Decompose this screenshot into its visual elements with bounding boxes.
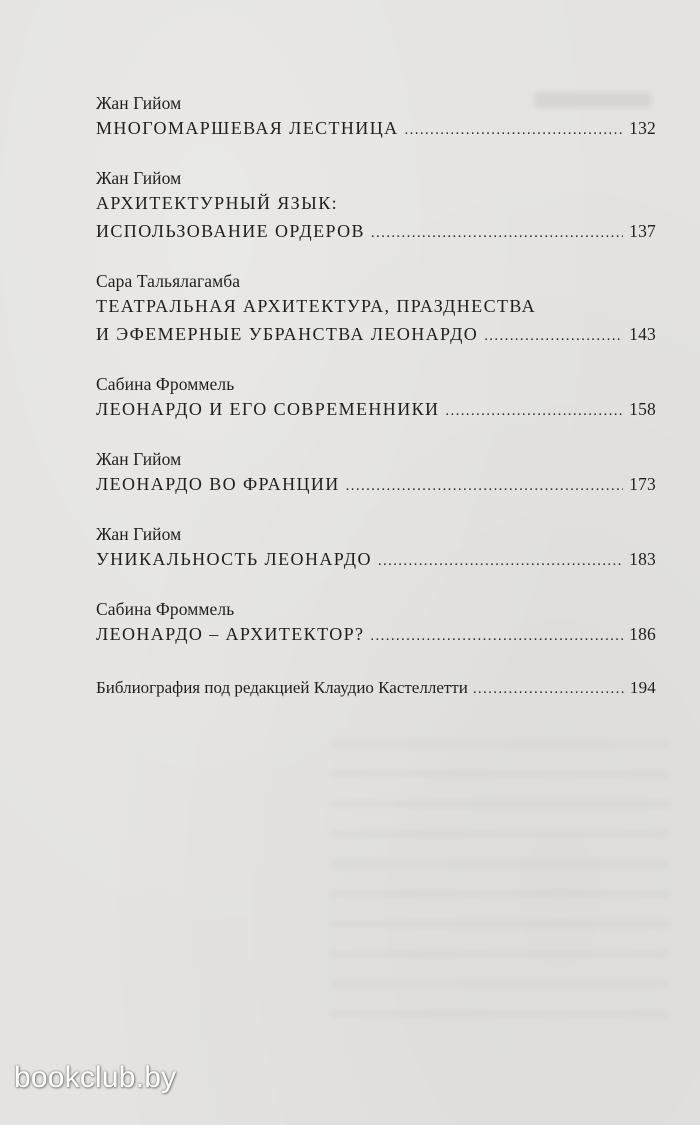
entry-title: ЛЕОНАРДО ВО ФРАНЦИИ bbox=[96, 474, 340, 494]
entry-page-number: 183 bbox=[629, 549, 656, 569]
entry-title: УНИКАЛЬНОСТЬ ЛЕОНАРДО bbox=[96, 549, 372, 569]
bibliography-title: Библиография под редакцией Клаудио Кастеллетти bbox=[96, 678, 468, 697]
dot-leader bbox=[378, 547, 623, 575]
entry-author: Жан Гийом bbox=[96, 168, 182, 188]
toc-entry bbox=[96, 448, 656, 500]
entry-page-number: 137 bbox=[629, 221, 656, 241]
site-watermark: bookclub.by bbox=[14, 1061, 177, 1094]
dot-leader bbox=[405, 116, 624, 144]
entry-author: Сабина Фроммель bbox=[96, 599, 235, 619]
entry-title-line bbox=[96, 217, 656, 247]
entry-title-line bbox=[96, 620, 656, 650]
dot-leader bbox=[370, 622, 623, 650]
entry-page-number: 132 bbox=[629, 118, 656, 138]
table-of-contents bbox=[96, 92, 656, 701]
toc-entry bbox=[96, 523, 656, 575]
dot-leader bbox=[346, 472, 623, 500]
entry-title: ИСПОЛЬЗОВАНИЕ ОРДЕРОВ bbox=[96, 221, 365, 241]
dot-leader bbox=[484, 322, 623, 350]
entry-page-number: 173 bbox=[629, 474, 656, 494]
entry-title-line bbox=[96, 395, 656, 425]
bleed-through-text bbox=[330, 740, 670, 1030]
bibliography-page-number: 194 bbox=[629, 678, 656, 697]
bibliography-entry bbox=[96, 676, 656, 701]
toc-entry bbox=[96, 167, 656, 247]
entry-title: ЛЕОНАРДО – АРХИТЕКТОР? bbox=[96, 624, 365, 644]
entry-author: Жан Гийом bbox=[96, 449, 182, 469]
entry-title: АРХИТЕКТУРНЫЙ ЯЗЫК: bbox=[96, 193, 339, 213]
entry-page-number: 158 bbox=[629, 399, 656, 419]
entry-title: МНОГОМАРШЕВАЯ ЛЕСТНИЦА bbox=[96, 118, 399, 138]
entry-author: Жан Гийом bbox=[96, 93, 182, 113]
entry-title-line bbox=[96, 114, 656, 144]
entry-title: ЛЕОНАРДО И ЕГО СОВРЕМЕННИКИ bbox=[96, 399, 440, 419]
entry-title-line bbox=[96, 545, 656, 575]
toc-entry bbox=[96, 598, 656, 650]
toc-entry bbox=[96, 373, 656, 425]
dot-leader bbox=[473, 677, 624, 701]
entry-title: ТЕАТРАЛЬНАЯ АРХИТЕКТУРА, ПРАЗДНЕСТВА bbox=[96, 296, 537, 316]
entry-author: Жан Гийом bbox=[96, 524, 182, 544]
entry-title: И ЭФЕМЕРНЫЕ УБРАНСТВА ЛЕОНАРДО bbox=[96, 324, 479, 344]
dot-leader bbox=[371, 219, 623, 247]
dot-leader bbox=[445, 397, 623, 425]
entry-page-number: 143 bbox=[629, 324, 656, 344]
entry-author: Сара Тальялагамба bbox=[96, 271, 241, 291]
toc-entry bbox=[96, 270, 656, 350]
entry-title-line bbox=[96, 320, 656, 350]
entry-author: Сабина Фроммель bbox=[96, 374, 235, 394]
entry-title-line bbox=[96, 470, 656, 500]
toc-entry bbox=[96, 92, 656, 144]
entry-page-number: 186 bbox=[629, 624, 656, 644]
